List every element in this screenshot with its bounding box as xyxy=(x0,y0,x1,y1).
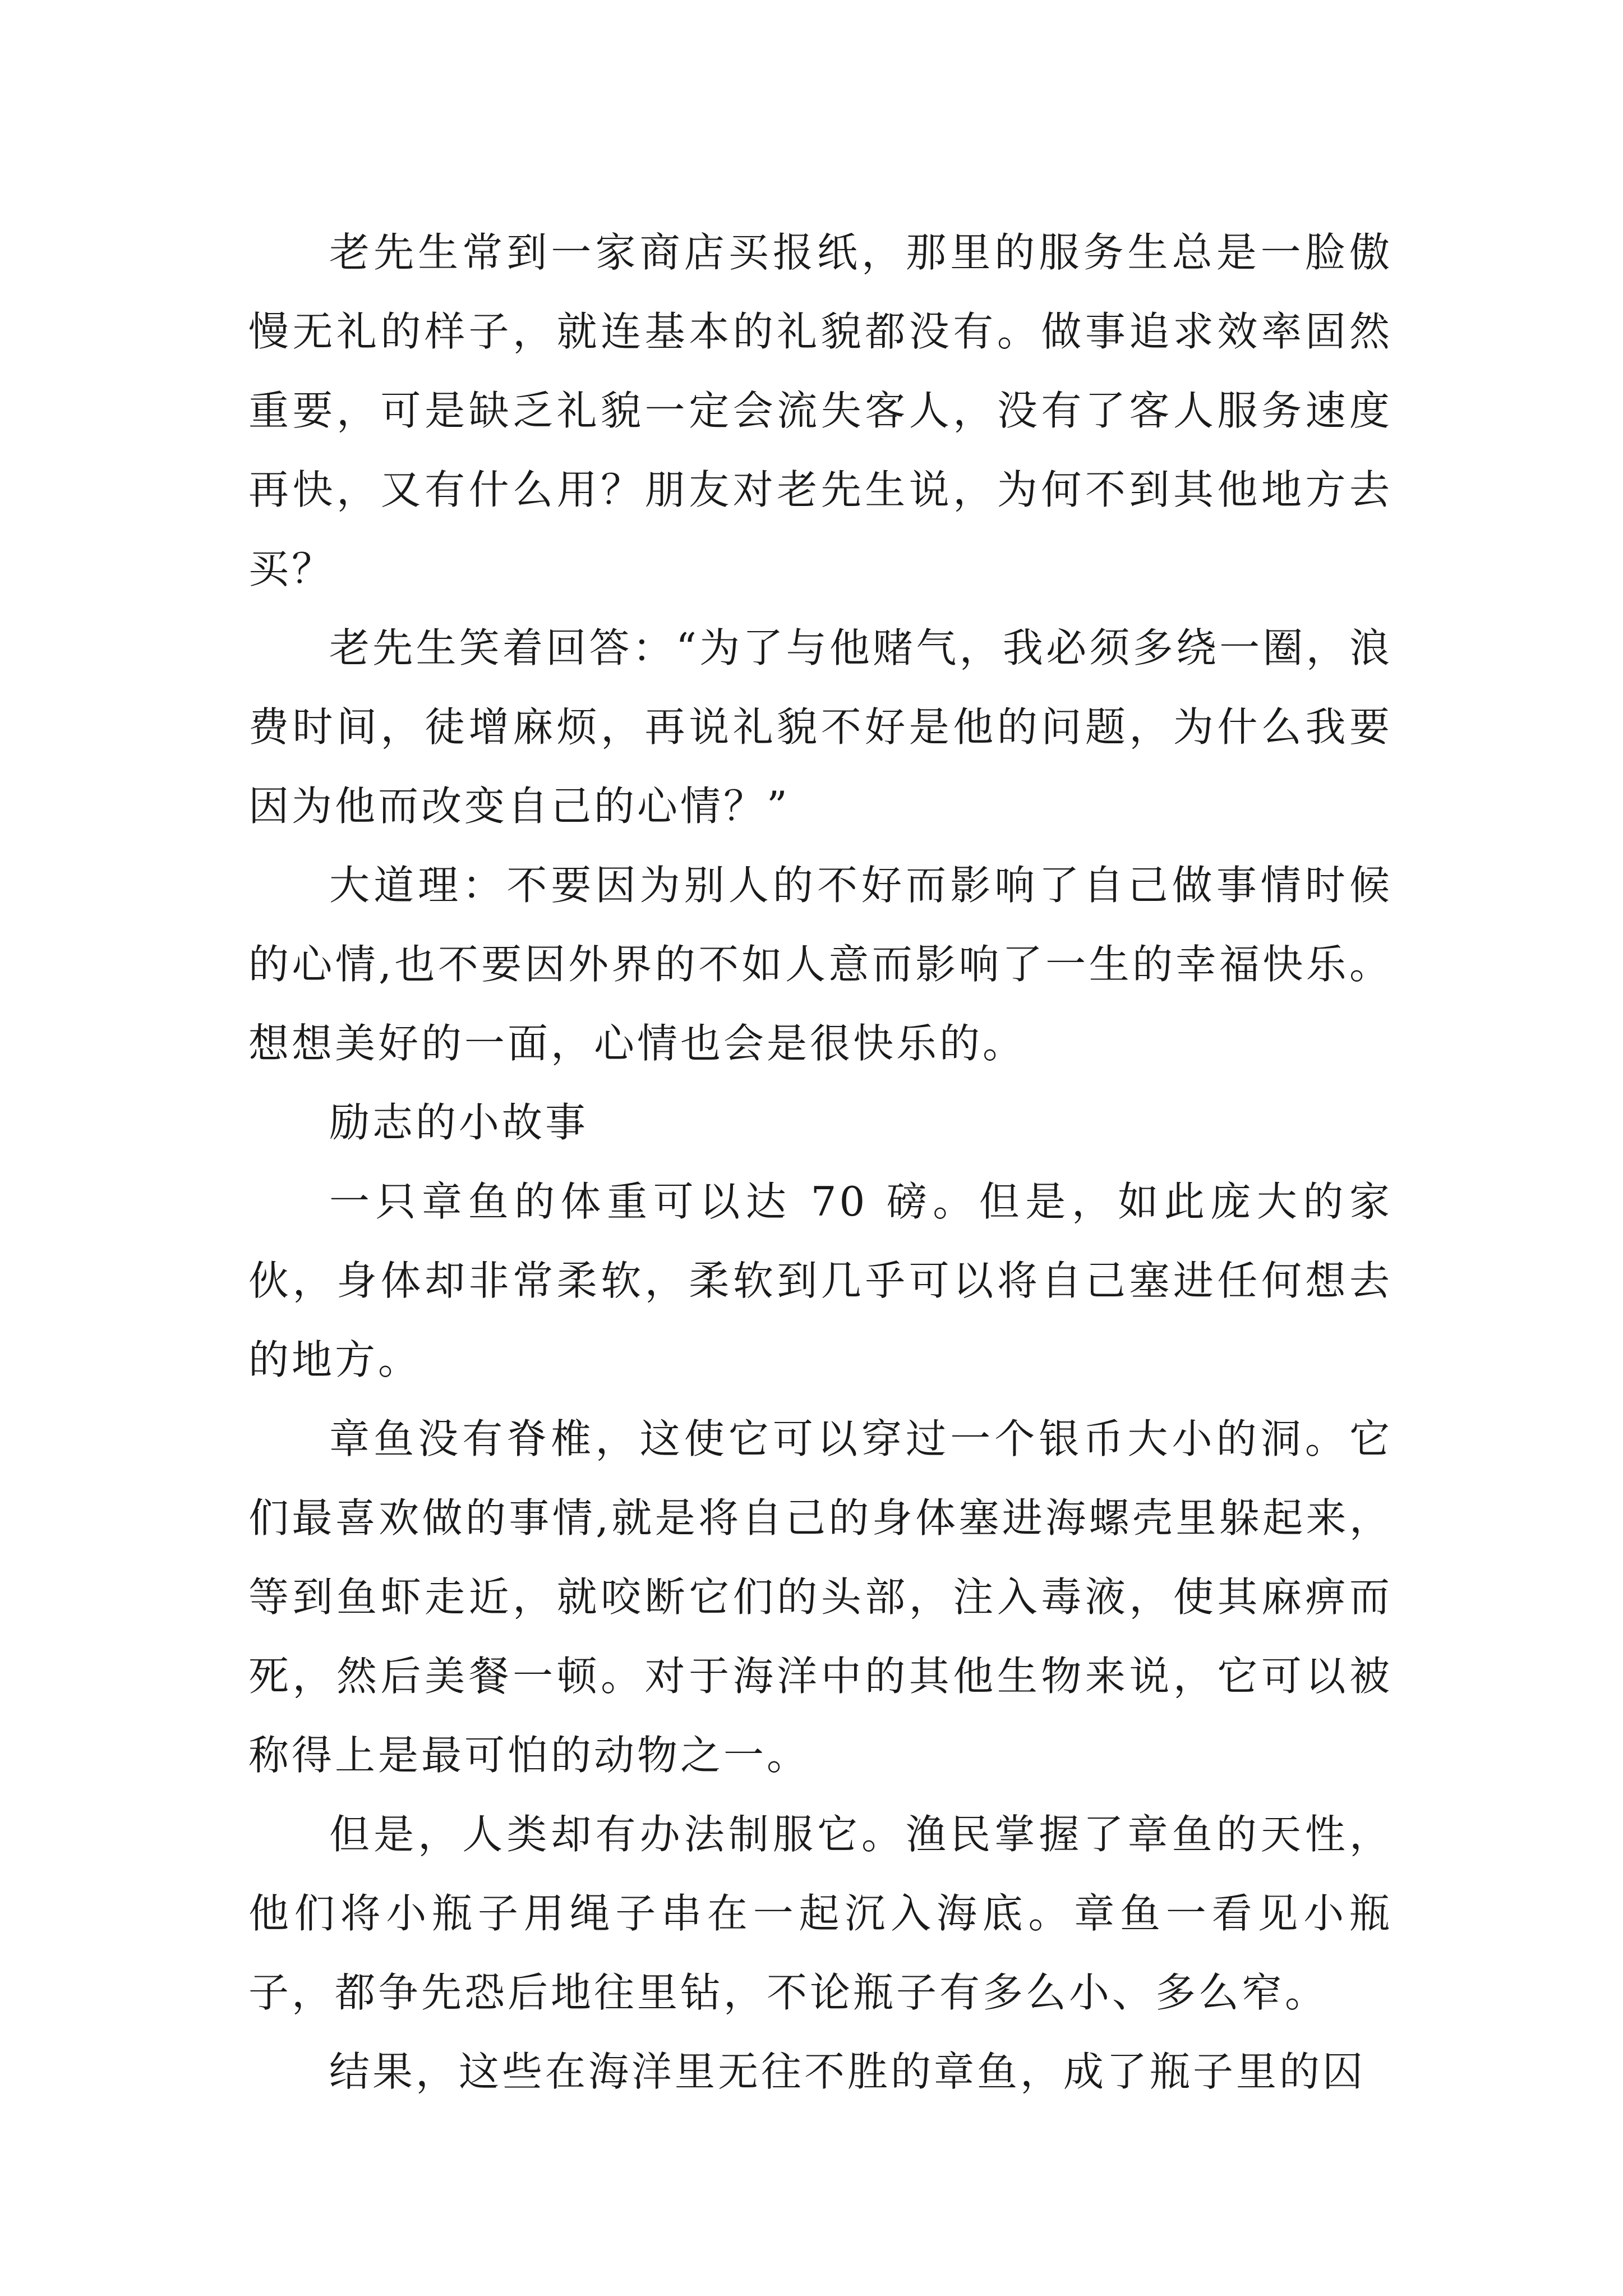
paragraph-fishermen: 但是，人类却有办法制服它。渔民掌握了章鱼的天性，他们将小瓶子用绳子串在一起沉入海底。章鱼一看见小瓶子，都争先恐后地往里钻，不论瓶子有多么小、多么窄。 xyxy=(248,1811,1393,2016)
paragraph-octopus-spine: 章鱼没有脊椎，这使它可以穿过一个银币大小的洞。它们最喜欢做的事情,就是将自己的身体塞进海螺壳里躲起来，等到鱼虾走近，就咬断它们的头部，注入毒液，使其麻痹而死，然后美餐一顿。对于海洋中的其他生物来说，它可以被称得上是最可怕的动物之一。 xyxy=(248,1415,1393,1779)
paragraph-old-man-answer: 老先生笑着回答：“为了与他赌气，我必须多绕一圈，浪费时间，徒增麻烦，再说礼貌不好是他的问题，为什么我要因为他而改变自己的心情？” xyxy=(248,624,1393,830)
paragraph-moral: 大道理：不要因为别人的不好而影响了自己做事情时候的心情,也不要因外界的不如人意而影响了一生的幸福快乐。想想美好的一面，心情也会是很快乐的。 xyxy=(248,862,1393,1067)
paragraph-result: 结果，这些在海洋里无往不胜的章鱼，成了瓶子里的囚 xyxy=(329,2048,1366,2095)
paragraph-octopus-weight: 一只章鱼的体重可以达 70 磅。但是，如此庞大的家伙，身体却非常柔软，柔软到几乎可以将自己塞进任何想去的地方。 xyxy=(248,1178,1393,1383)
document-body xyxy=(248,213,1393,2111)
paragraph-newspaper-story: 老先生常到一家商店买报纸，那里的服务生总是一脸傲慢无礼的样子，就连基本的礼貌都没有。做事追求效率固然重要，可是缺乏礼貌一定会流失客人，没有了客人服务速度再快，又有什么用？朋友对老先生说，为何不到其他地方去买？ xyxy=(248,229,1393,592)
section-heading: 励志的小故事 xyxy=(329,1099,589,1146)
